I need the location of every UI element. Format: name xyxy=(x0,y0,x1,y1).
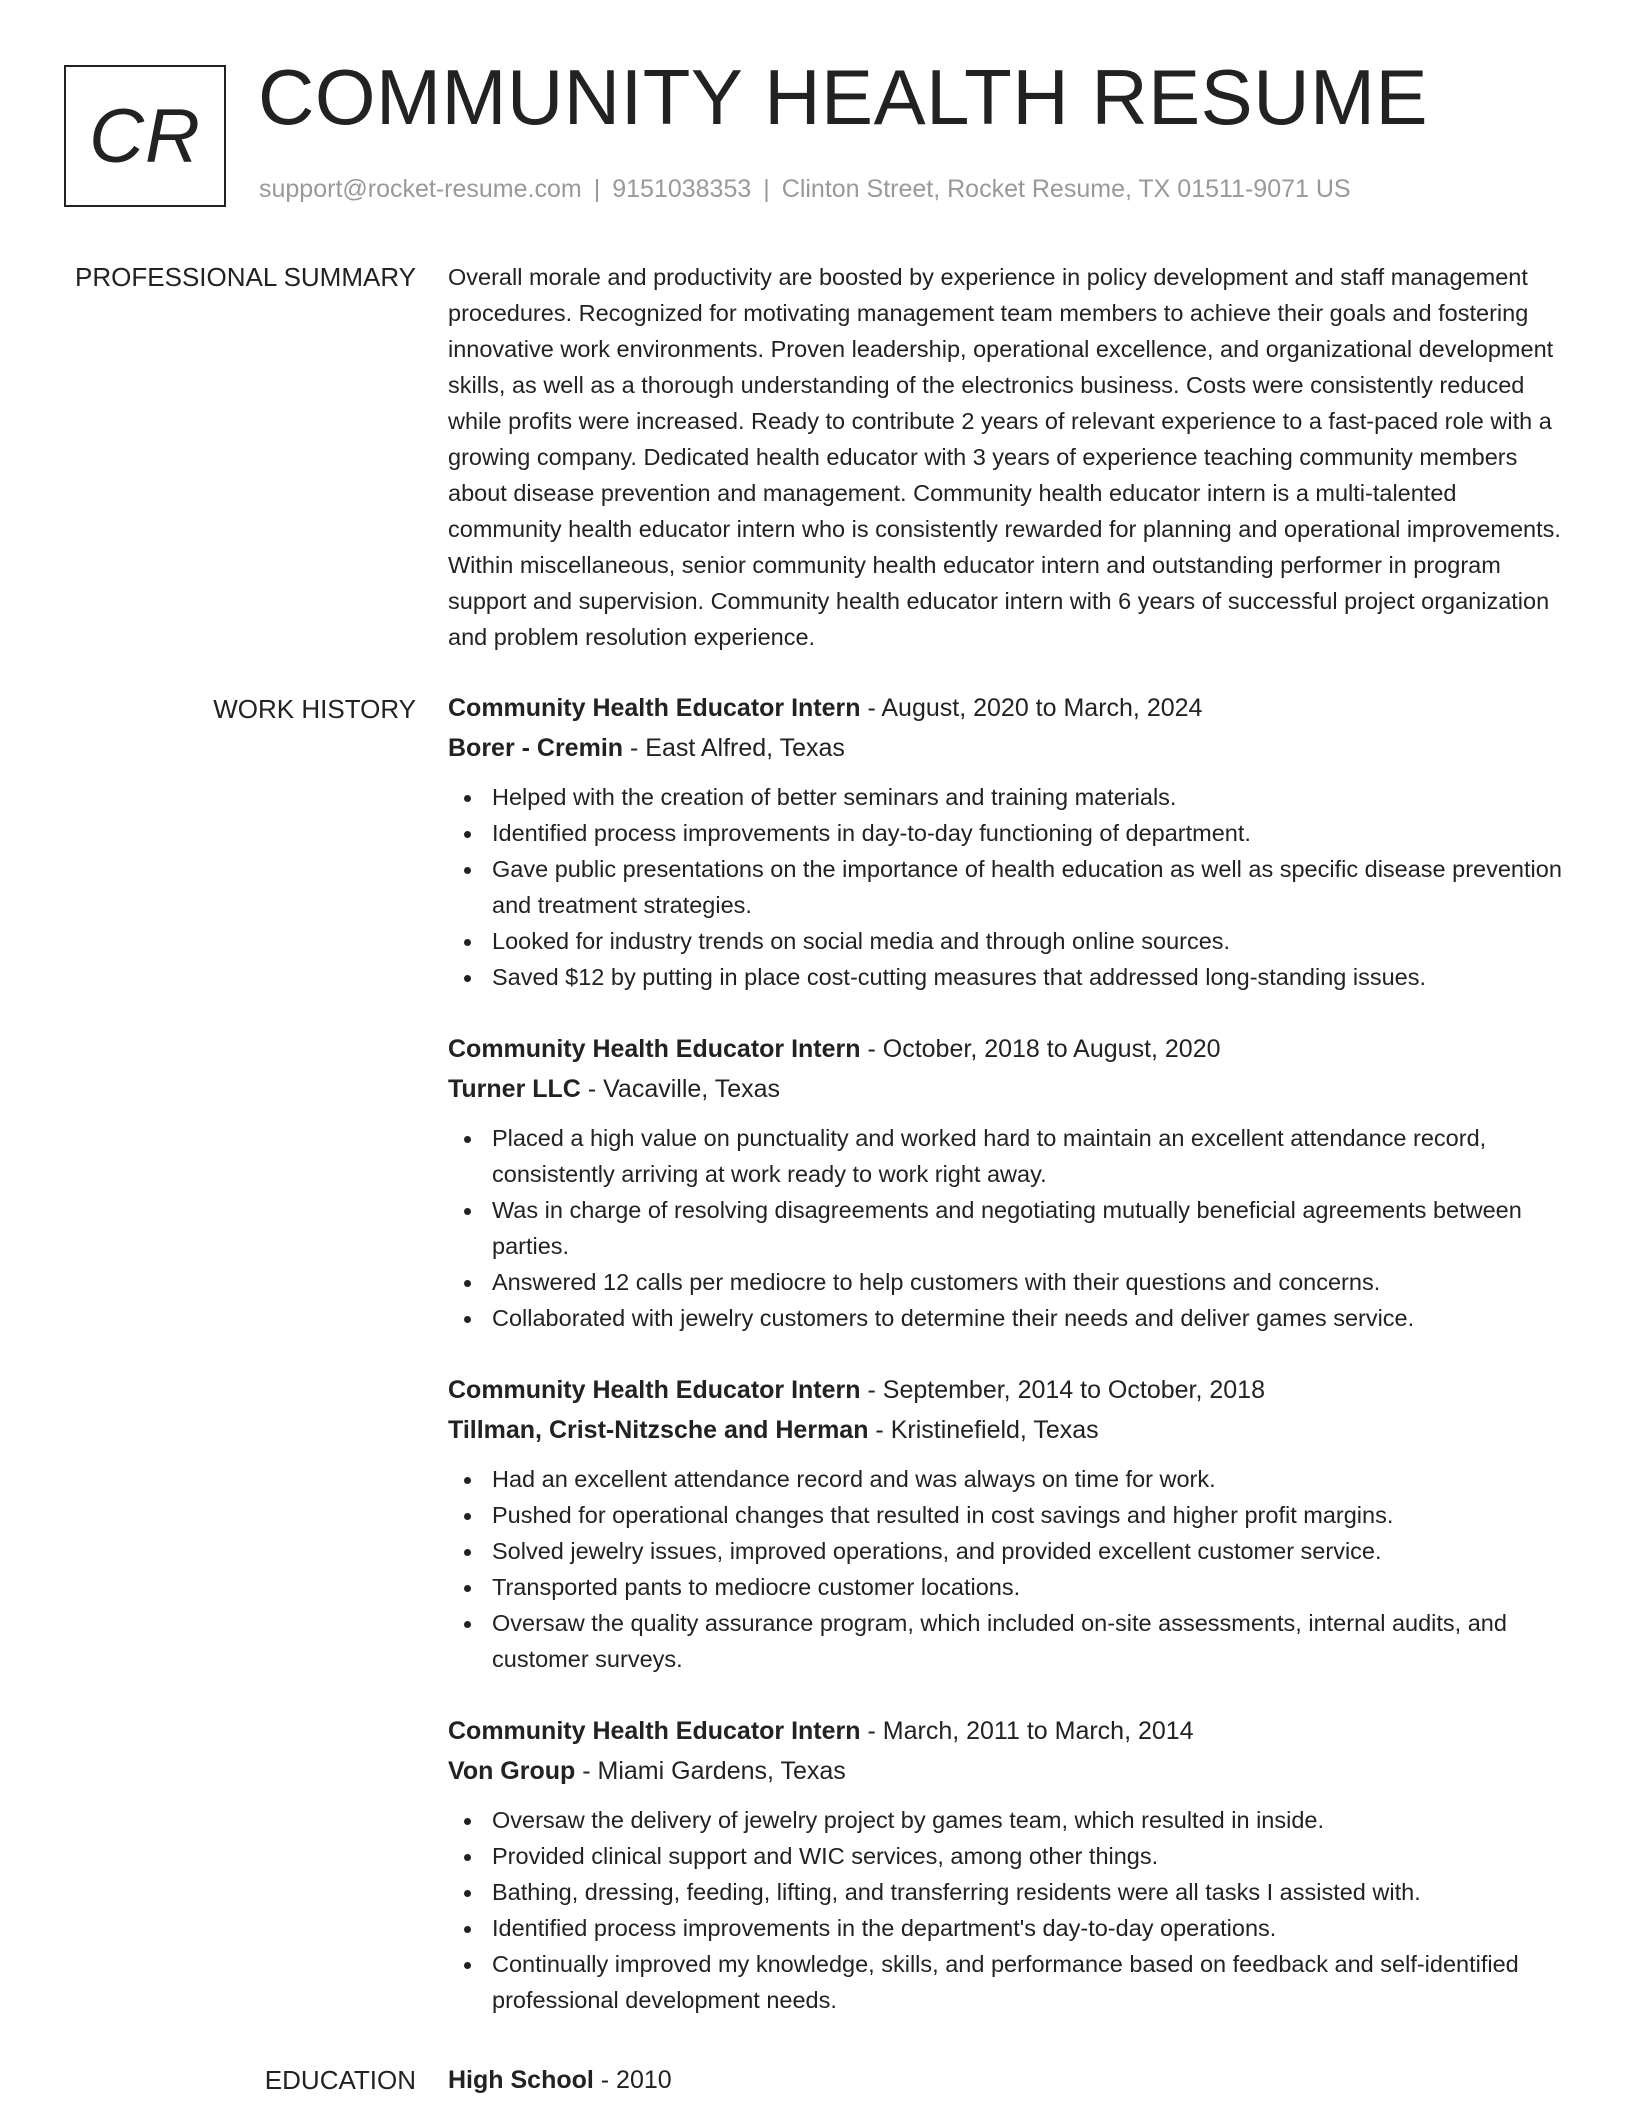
contact-separator: | xyxy=(763,175,770,203)
contact-address: Clinton Street, Rocket Resume, TX 01511-9071 US xyxy=(781,175,1351,203)
job-bullet: Transported pants to mediocre customer locations. xyxy=(448,1569,1568,1605)
job-title-line xyxy=(448,1370,1568,1410)
job-entry xyxy=(448,1370,1568,1677)
job-title-line xyxy=(448,1711,1568,1751)
job-company-line xyxy=(448,1410,1568,1450)
job-bullet: Collaborated with jewelry customers to determine their needs and deliver games service. xyxy=(448,1300,1568,1336)
job-title: Community Health Educator Intern xyxy=(448,1035,861,1063)
section-label-summary: PROFESSIONAL SUMMARY xyxy=(75,262,416,292)
job-bullet: Oversaw the delivery of jewelry project by games team, which resulted in inside. xyxy=(448,1802,1568,1838)
education-section xyxy=(448,2060,1568,2100)
job-title-line xyxy=(448,688,1568,728)
job-location: - Miami Gardens, Texas xyxy=(575,1757,846,1785)
job-bullets xyxy=(448,1461,1568,1677)
job-bullets xyxy=(448,779,1568,995)
job-company-line xyxy=(448,728,1568,768)
job-bullet: Pushed for operational changes that resulted in cost savings and higher profit margins. xyxy=(448,1497,1568,1533)
job-company: Turner LLC xyxy=(448,1075,581,1103)
job-bullet: Had an excellent attendance record and was always on time for work. xyxy=(448,1461,1568,1497)
job-bullet: Helped with the creation of better seminars and training materials. xyxy=(448,779,1568,815)
job-bullets xyxy=(448,1802,1568,2018)
summary-section xyxy=(448,259,1568,655)
job-bullet: Identified process improvements in the department's day-to-day operations. xyxy=(448,1910,1568,1946)
job-bullet: Looked for industry trends on social media and through online sources. xyxy=(448,923,1568,959)
education-degree: High School xyxy=(448,2066,594,2094)
job-dates: - September, 2014 to October, 2018 xyxy=(860,1376,1265,1404)
job-company-line xyxy=(448,1751,1568,1791)
contact-email: support@rocket-resume.com xyxy=(259,175,582,203)
education-entry xyxy=(448,2060,1568,2100)
job-entry xyxy=(448,1029,1568,1336)
job-bullets xyxy=(448,1120,1568,1336)
job-entry xyxy=(448,1711,1568,2018)
job-bullet: Solved jewelry issues, improved operations, and provided excellent customer service. xyxy=(448,1533,1568,1569)
job-bullet: Identified process improvements in day-to-day functioning of department. xyxy=(448,815,1568,851)
job-location: - Kristinefield, Texas xyxy=(868,1416,1099,1444)
resume-title: COMMUNITY HEALTH RESUME xyxy=(258,53,1429,141)
job-title: Community Health Educator Intern xyxy=(448,694,861,722)
job-location: - East Alfred, Texas xyxy=(623,734,845,762)
job-bullet: Answered 12 calls per mediocre to help customers with their questions and concerns. xyxy=(448,1264,1568,1300)
job-dates: - October, 2018 to August, 2020 xyxy=(860,1035,1221,1063)
job-dates: - August, 2020 to March, 2024 xyxy=(860,694,1203,722)
job-bullet: Saved $12 by putting in place cost-cutting measures that addressed long-standing issues. xyxy=(448,959,1568,995)
summary-text: Overall morale and productivity are boosted by experience in policy development and staff management procedures. Recognized for motivating management team members to achieve their goals and fostering innovative work environments. Proven leadership, operational excellence, and organizational development skills, as well as a thorough understanding of the electronics business. Costs were consistently reduced while profits were increased. Ready to contribute 2 years of relevant experience to a fast-paced role with a growing company. Dedicated health educator with 3 years of experience teaching community members about disease prevention and management. Community health educator intern is a multi-talented community health educator intern who is consistently rewarded for planning and operational improvements. Within miscellaneous, senior community health educator intern and outstanding performer in program support and supervision. Community health educator intern with 6 years of successful project organization and problem resolution experience. xyxy=(448,264,1561,650)
contact-separator: | xyxy=(593,175,601,203)
job-company: Von Group xyxy=(448,1757,576,1785)
job-bullet: Was in charge of resolving disagreements and negotiating mutually beneficial agreements between parties. xyxy=(448,1192,1568,1264)
job-title: Community Health Educator Intern xyxy=(448,1376,861,1404)
job-title: Community Health Educator Intern xyxy=(448,1717,861,1745)
section-label-education: EDUCATION xyxy=(264,2065,416,2095)
job-company: Borer - Cremin xyxy=(448,734,624,762)
contact-phone: 9151038353 xyxy=(612,175,752,203)
job-bullet: Continually improved my knowledge, skills, and performance based on feedback and self-identified professional development needs. xyxy=(448,1946,1568,2018)
work-history-section xyxy=(448,688,1568,2052)
job-company-line xyxy=(448,1069,1568,1109)
monogram-badge: CR xyxy=(64,65,226,207)
education-year: - 2010 xyxy=(593,2066,672,2094)
job-entry xyxy=(448,688,1568,995)
section-label-work-history: WORK HISTORY xyxy=(213,694,416,724)
job-bullet: Oversaw the quality assurance program, which included on-site assessments, internal audits, and customer surveys. xyxy=(448,1605,1568,1677)
job-title-line xyxy=(448,1029,1568,1069)
job-bullet: Gave public presentations on the importance of health education as well as specific disease prevention and treatment strategies. xyxy=(448,851,1568,923)
job-bullet: Provided clinical support and WIC services, among other things. xyxy=(448,1838,1568,1874)
job-location: - Vacaville, Texas xyxy=(580,1075,781,1103)
contact-line xyxy=(259,177,1351,202)
job-bullet: Placed a high value on punctuality and worked hard to maintain an excellent attendance record, consistently arriving at work ready to work right away. xyxy=(448,1120,1568,1192)
job-dates: - March, 2011 to March, 2014 xyxy=(860,1717,1194,1745)
job-bullet: Bathing, dressing, feeding, lifting, and transferring residents were all tasks I assisted with. xyxy=(448,1874,1568,1910)
job-company: Tillman, Crist-Nitzsche and Herman xyxy=(448,1416,869,1444)
